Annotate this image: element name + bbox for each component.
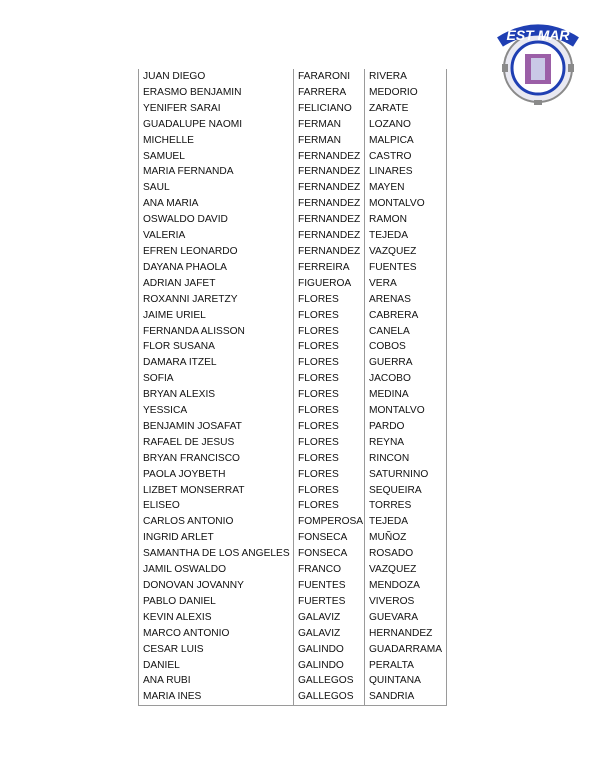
first-name-cell: JUAN DIEGO [139, 69, 294, 85]
paternal-surname-cell: FARARONI [294, 69, 365, 85]
paternal-surname-cell: FERNANDEZ [294, 149, 365, 165]
maternal-surname-cell: CANELA [365, 324, 447, 340]
table-row [139, 69, 447, 85]
first-name-cell: MARCO ANTONIO [139, 626, 294, 642]
first-name-cell: PABLO DANIEL [139, 594, 294, 610]
table-row [139, 467, 447, 483]
paternal-surname-cell: FLORES [294, 355, 365, 371]
paternal-surname-cell: FUENTES [294, 578, 365, 594]
maternal-surname-cell: SEQUEIRA [365, 483, 447, 499]
table-row [139, 387, 447, 403]
paternal-surname-cell: FLORES [294, 467, 365, 483]
maternal-surname-cell: FUENTES [365, 260, 447, 276]
first-name-cell: ADRIAN JAFET [139, 276, 294, 292]
student-roster-table [138, 69, 447, 706]
paternal-surname-cell: FLORES [294, 419, 365, 435]
paternal-surname-cell: FERMAN [294, 117, 365, 133]
maternal-surname-cell: SATURNINO [365, 467, 447, 483]
paternal-surname-cell: FLORES [294, 387, 365, 403]
paternal-surname-cell: FERNANDEZ [294, 212, 365, 228]
table-row [139, 403, 447, 419]
table-row [139, 117, 447, 133]
maternal-surname-cell: GUEVARA [365, 610, 447, 626]
maternal-surname-cell: JACOBO [365, 371, 447, 387]
maternal-surname-cell: GUADARRAMA [365, 642, 447, 658]
maternal-surname-cell: VAZQUEZ [365, 244, 447, 260]
paternal-surname-cell: FERNANDEZ [294, 228, 365, 244]
first-name-cell: LIZBET MONSERRAT [139, 483, 294, 499]
table-row [139, 578, 447, 594]
paternal-surname-cell: FLORES [294, 371, 365, 387]
maternal-surname-cell: MALPICA [365, 133, 447, 149]
maternal-surname-cell: MENDOZA [365, 578, 447, 594]
maternal-surname-cell: VERA [365, 276, 447, 292]
first-name-cell: EFREN LEONARDO [139, 244, 294, 260]
table-row [139, 228, 447, 244]
maternal-surname-cell: HERNANDEZ [365, 626, 447, 642]
first-name-cell: CESAR LUIS [139, 642, 294, 658]
school-logo-emblem-icon [492, 20, 584, 106]
table-row [139, 483, 447, 499]
table-row [139, 626, 447, 642]
paternal-surname-cell: FERNANDEZ [294, 196, 365, 212]
table-row [139, 164, 447, 180]
maternal-surname-cell: TEJEDA [365, 228, 447, 244]
first-name-cell: BRYAN ALEXIS [139, 387, 294, 403]
maternal-surname-cell: PARDO [365, 419, 447, 435]
first-name-cell: SAUL [139, 180, 294, 196]
paternal-surname-cell: FLORES [294, 435, 365, 451]
table-row [139, 562, 447, 578]
table-row [139, 673, 447, 689]
table-row [139, 85, 447, 101]
table-row [139, 530, 447, 546]
table-row [139, 689, 447, 705]
maternal-surname-cell: ARENAS [365, 292, 447, 308]
paternal-surname-cell: FUERTES [294, 594, 365, 610]
first-name-cell: YENIFER SARAI [139, 101, 294, 117]
maternal-surname-cell: REYNA [365, 435, 447, 451]
paternal-surname-cell: GALINDO [294, 642, 365, 658]
maternal-surname-cell: ZARATE [365, 101, 447, 117]
first-name-cell: RAFAEL DE JESUS [139, 435, 294, 451]
maternal-surname-cell: MEDINA [365, 387, 447, 403]
paternal-surname-cell: FARRERA [294, 85, 365, 101]
paternal-surname-cell: FERMAN [294, 133, 365, 149]
paternal-surname-cell: FERREIRA [294, 260, 365, 276]
paternal-surname-cell: FLORES [294, 483, 365, 499]
table-row [139, 260, 447, 276]
maternal-surname-cell: CABRERA [365, 308, 447, 324]
paternal-surname-cell: FLORES [294, 324, 365, 340]
first-name-cell: ELISEO [139, 498, 294, 514]
first-name-cell: MICHELLE [139, 133, 294, 149]
first-name-cell: ANA RUBI [139, 673, 294, 689]
paternal-surname-cell: FONSECA [294, 530, 365, 546]
maternal-surname-cell: RIVERA [365, 69, 447, 85]
table-row [139, 498, 447, 514]
table-row [139, 196, 447, 212]
maternal-surname-cell: VAZQUEZ [365, 562, 447, 578]
first-name-cell: SAMANTHA DE LOS ANGELES [139, 546, 294, 562]
first-name-cell: CARLOS ANTONIO [139, 514, 294, 530]
table-row [139, 451, 447, 467]
table-row [139, 101, 447, 117]
first-name-cell: DAYANA PHAOLA [139, 260, 294, 276]
first-name-cell: BRYAN FRANCISCO [139, 451, 294, 467]
paternal-surname-cell: FLORES [294, 451, 365, 467]
first-name-cell: SOFIA [139, 371, 294, 387]
maternal-surname-cell: QUINTANA [365, 673, 447, 689]
maternal-surname-cell: RAMON [365, 212, 447, 228]
table-row [139, 419, 447, 435]
paternal-surname-cell: GALAVIZ [294, 626, 365, 642]
maternal-surname-cell: MAYEN [365, 180, 447, 196]
table-row [139, 435, 447, 451]
first-name-cell: BENJAMIN JOSAFAT [139, 419, 294, 435]
table-row [139, 355, 447, 371]
maternal-surname-cell: TEJEDA [365, 514, 447, 530]
table-row [139, 594, 447, 610]
table-row [139, 610, 447, 626]
maternal-surname-cell: CASTRO [365, 149, 447, 165]
paternal-surname-cell: FLORES [294, 498, 365, 514]
roster-body [139, 69, 447, 706]
paternal-surname-cell: FLORES [294, 339, 365, 355]
maternal-surname-cell: MONTALVO [365, 196, 447, 212]
table-row [139, 133, 447, 149]
first-name-cell: YESSICA [139, 403, 294, 419]
maternal-surname-cell: GUERRA [365, 355, 447, 371]
first-name-cell: FLOR SUSANA [139, 339, 294, 355]
paternal-surname-cell: FONSECA [294, 546, 365, 562]
maternal-surname-cell: MEDORIO [365, 85, 447, 101]
paternal-surname-cell: FOMPEROSA [294, 514, 365, 530]
first-name-cell: VALERIA [139, 228, 294, 244]
table-row [139, 244, 447, 260]
table-row [139, 308, 447, 324]
first-name-cell: OSWALDO DAVID [139, 212, 294, 228]
paternal-surname-cell: FIGUEROA [294, 276, 365, 292]
table-row [139, 180, 447, 196]
first-name-cell: INGRID ARLET [139, 530, 294, 546]
maternal-surname-cell: MONTALVO [365, 403, 447, 419]
maternal-surname-cell: VIVEROS [365, 594, 447, 610]
maternal-surname-cell: TORRES [365, 498, 447, 514]
paternal-surname-cell: FERNANDEZ [294, 244, 365, 260]
table-row [139, 324, 447, 340]
first-name-cell: DANIEL [139, 658, 294, 674]
maternal-surname-cell: LOZANO [365, 117, 447, 133]
first-name-cell: GUADALUPE NAOMI [139, 117, 294, 133]
first-name-cell: DAMARA ITZEL [139, 355, 294, 371]
table-row [139, 642, 447, 658]
school-logo [492, 20, 584, 106]
table-row [139, 292, 447, 308]
first-name-cell: ANA MARIA [139, 196, 294, 212]
table-row [139, 212, 447, 228]
table-row [139, 339, 447, 355]
paternal-surname-cell: FERNANDEZ [294, 164, 365, 180]
first-name-cell: ERASMO BENJAMIN [139, 85, 294, 101]
maternal-surname-cell: RINCON [365, 451, 447, 467]
table-row [139, 514, 447, 530]
first-name-cell: MARIA INES [139, 689, 294, 705]
paternal-surname-cell: FLORES [294, 308, 365, 324]
first-name-cell: ROXANNI JARETZY [139, 292, 294, 308]
table-row [139, 371, 447, 387]
paternal-surname-cell: FLORES [294, 403, 365, 419]
first-name-cell: KEVIN ALEXIS [139, 610, 294, 626]
first-name-cell: PAOLA JOYBETH [139, 467, 294, 483]
first-name-cell: JAIME URIEL [139, 308, 294, 324]
maternal-surname-cell: MUÑOZ [365, 530, 447, 546]
table-row [139, 276, 447, 292]
table-row [139, 149, 447, 165]
table-row [139, 546, 447, 562]
paternal-surname-cell: FELICIANO [294, 101, 365, 117]
paternal-surname-cell: GALAVIZ [294, 610, 365, 626]
first-name-cell: JAMIL OSWALDO [139, 562, 294, 578]
first-name-cell: MARIA FERNANDA [139, 164, 294, 180]
maternal-surname-cell: LINARES [365, 164, 447, 180]
maternal-surname-cell: PERALTA [365, 658, 447, 674]
paternal-surname-cell: FRANCO [294, 562, 365, 578]
paternal-surname-cell: FLORES [294, 292, 365, 308]
paternal-surname-cell: FERNANDEZ [294, 180, 365, 196]
first-name-cell: SAMUEL [139, 149, 294, 165]
paternal-surname-cell: GALINDO [294, 658, 365, 674]
maternal-surname-cell: COBOS [365, 339, 447, 355]
logo-wordmark: EST MAR [506, 27, 570, 43]
paternal-surname-cell: GALLEGOS [294, 689, 365, 705]
first-name-cell: FERNANDA ALISSON [139, 324, 294, 340]
paternal-surname-cell: GALLEGOS [294, 673, 365, 689]
maternal-surname-cell: SANDRIA [365, 689, 447, 705]
table-row [139, 658, 447, 674]
first-name-cell: DONOVAN JOVANNY [139, 578, 294, 594]
maternal-surname-cell: ROSADO [365, 546, 447, 562]
